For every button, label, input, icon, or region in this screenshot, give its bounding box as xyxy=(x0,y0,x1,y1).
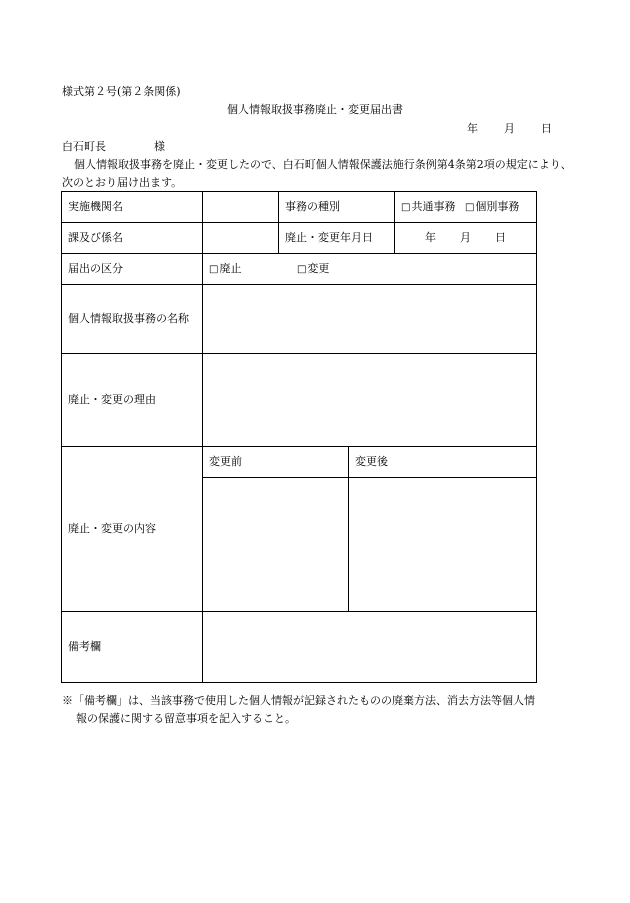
before-label: 変更前 xyxy=(203,447,349,478)
checkbox-change[interactable]: □ xyxy=(296,263,307,275)
content-label: 廃止・変更の内容 xyxy=(62,447,203,612)
reason-label: 廃止・変更の理由 xyxy=(62,354,203,447)
addressee-name: 白石町長 xyxy=(62,140,106,153)
submission-date xyxy=(467,120,552,136)
change-date-value[interactable] xyxy=(395,223,537,254)
after-value[interactable] xyxy=(349,478,537,612)
row-reason xyxy=(62,354,537,447)
row-section xyxy=(62,223,537,254)
affair-name-label: 個人情報取扱事務の名称 xyxy=(62,285,203,354)
checkbox-common[interactable]: □ xyxy=(401,201,411,213)
footnote xyxy=(62,692,577,728)
footnote-line-1: ※「備考欄」は、当該事務で使用した個人情報が記録されたものの廃棄方法、消去方法等個人情 xyxy=(62,694,535,707)
notification-form-table xyxy=(61,191,537,683)
addressee xyxy=(62,138,165,154)
type-options xyxy=(395,192,537,223)
remarks-label: 備考欄 xyxy=(62,612,203,683)
type-individual-label: 個別事務 xyxy=(475,199,520,213)
section-label: 課及び係名 xyxy=(62,223,203,254)
change-date-label: 廃止・変更年月日 xyxy=(279,223,395,254)
org-label: 実施機関名 xyxy=(62,192,203,223)
category-abolish-label: 廃止 xyxy=(219,261,242,275)
form-number: 様式第２号(第２条関係) xyxy=(62,85,181,98)
before-value[interactable] xyxy=(203,478,349,612)
row-remarks xyxy=(62,612,537,683)
row-category xyxy=(62,254,537,285)
after-label: 変更後 xyxy=(349,447,537,478)
change-year: 年 xyxy=(425,231,436,244)
row-organization xyxy=(62,192,537,223)
intro-text: 個人情報取扱事務を廃止・変更したので、白石町個人情報保護法施行条例第4条第2項の規定により、次のとおり届け出ます。 xyxy=(62,158,572,189)
footnote-line-2: 報の保護に関する留意事項を記入すること。 xyxy=(76,712,296,725)
type-label: 事務の種別 xyxy=(279,192,395,223)
type-common-label: 共通事務 xyxy=(411,199,456,213)
date-day: 日 xyxy=(541,122,552,135)
category-label: 届出の区分 xyxy=(62,254,203,285)
remarks-value[interactable] xyxy=(203,612,537,683)
document-title: 個人情報取扱事務廃止・変更届出書 xyxy=(227,103,403,116)
row-content-header xyxy=(62,447,537,478)
checkbox-abolish[interactable]: □ xyxy=(209,263,219,275)
org-value[interactable] xyxy=(203,192,279,223)
section-value[interactable] xyxy=(203,223,279,254)
change-month: 月 xyxy=(460,231,471,244)
date-month: 月 xyxy=(504,122,515,135)
change-day: 日 xyxy=(495,231,506,244)
reason-value[interactable] xyxy=(203,354,537,447)
row-affair-name xyxy=(62,285,537,354)
category-options xyxy=(203,254,537,285)
category-change-label: 変更 xyxy=(307,261,330,275)
checkbox-individual[interactable]: □ xyxy=(464,201,475,213)
date-year: 年 xyxy=(467,122,478,135)
affair-name-value[interactable] xyxy=(203,285,537,354)
addressee-honorific: 様 xyxy=(154,140,165,153)
